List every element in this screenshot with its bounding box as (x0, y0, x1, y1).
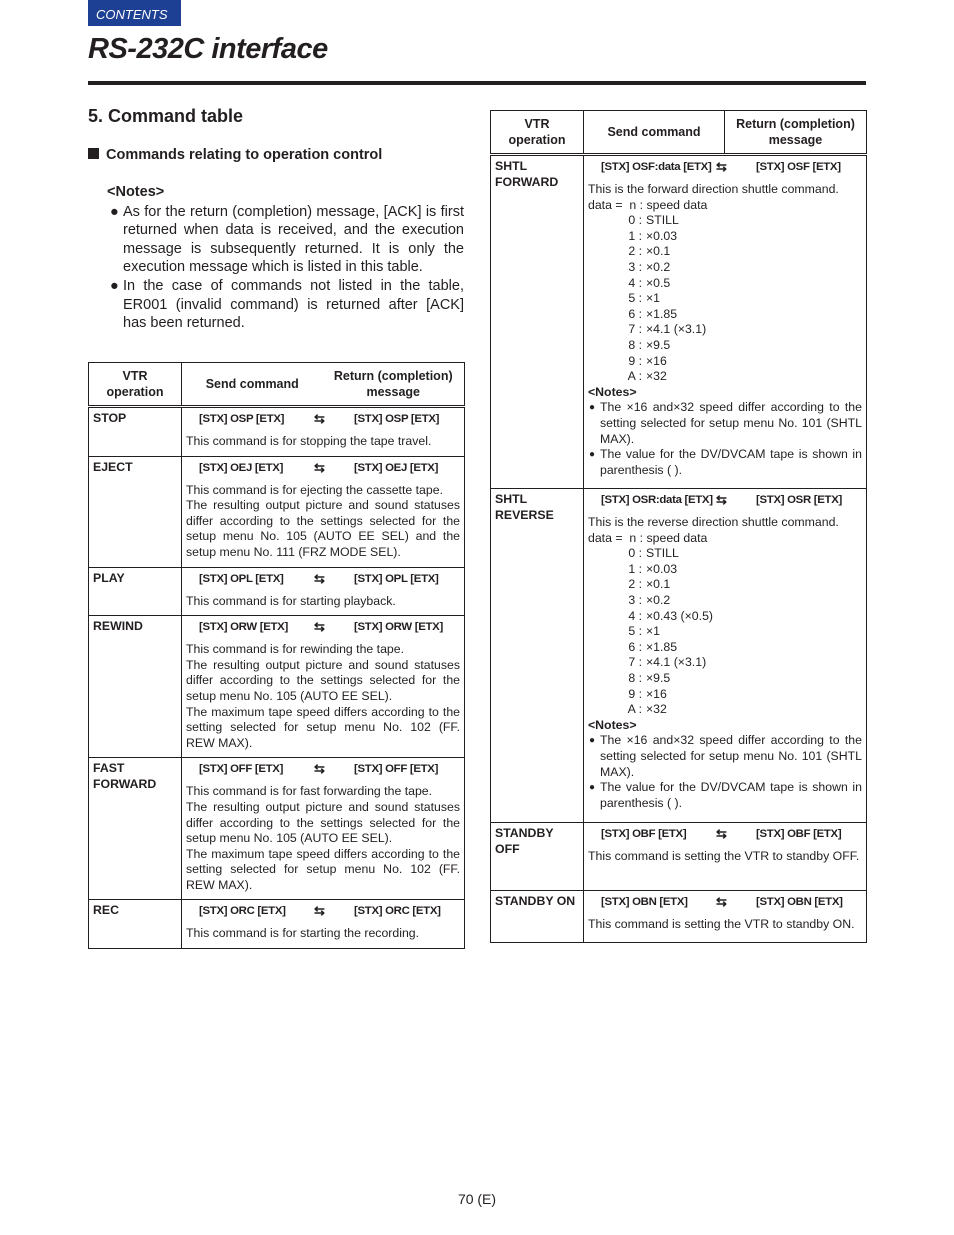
col-header-operation: VTR operation (89, 363, 182, 407)
command-cell (584, 489, 867, 823)
exchange-arrow-icon: ⇆ (314, 459, 325, 475)
command-line (588, 825, 862, 849)
speed-key: 1 : (628, 228, 642, 243)
exchange-arrow-icon: ⇆ (314, 761, 325, 777)
exchange-arrow-icon: ⇆ (716, 894, 727, 909)
speed-row (588, 322, 862, 338)
speed-value: ×4.1 (×3.1) (646, 655, 707, 670)
send-command: [STX] ORW [ETX] (199, 621, 288, 634)
bullet-icon: ● (110, 277, 119, 294)
command-description (588, 849, 862, 865)
speed-row (588, 671, 862, 687)
return-message: [STX] ORW [ETX] (354, 621, 443, 634)
speed-value: ×1.85 (646, 639, 678, 654)
command-cell (182, 900, 465, 949)
speed-row (588, 338, 862, 354)
operation-cell: FAST FORWARD (89, 758, 182, 900)
command-table-right (490, 110, 867, 943)
note-text: The ×16 and×32 speed differ according to the setting selected for setup menu No. 101 (SHTL MAX). (600, 400, 862, 446)
data-definition (588, 198, 862, 214)
note-item (588, 447, 862, 478)
note-text: The ×16 and×32 speed differ according to the setting selected for setup menu No. 101 (SHTL MAX). (600, 733, 862, 779)
notes-title: <Notes> (588, 717, 637, 732)
title-divider (88, 81, 866, 85)
table-row (89, 758, 465, 900)
exchange-arrow-icon: ⇆ (314, 619, 325, 635)
note-item (588, 400, 862, 447)
note-item (588, 733, 862, 780)
speed-key: 2 : (628, 577, 642, 592)
speed-key: 6 : (628, 639, 642, 654)
speed-value: ×4.1 (×3.1) (646, 322, 707, 337)
return-message: [STX] ORC [ETX] (354, 905, 441, 918)
speed-value: ×0.03 (646, 561, 678, 576)
speed-value: ×1 (646, 624, 661, 639)
speed-row (588, 577, 862, 593)
speed-value: ×16 (646, 353, 667, 368)
bullet-icon: ● (589, 449, 596, 461)
speed-value: ×9.5 (646, 670, 671, 685)
command-table-left (88, 362, 465, 949)
speed-value: ×0.2 (646, 259, 671, 274)
send-command: [STX] OFF [ETX] (199, 763, 284, 776)
speed-key: 0 : (628, 213, 642, 228)
table-row (89, 456, 465, 567)
speed-value: ×1.85 (646, 306, 678, 321)
send-command: [STX] OSR:data [ETX] (601, 494, 713, 506)
square-bullet-icon (88, 148, 99, 159)
speed-key: 5 : (628, 624, 642, 639)
section-heading: 5. Command table (88, 106, 244, 126)
table-row (491, 155, 867, 489)
speed-key: 9 : (628, 353, 642, 368)
description-text: This command is setting the VTR to standby ON. (588, 917, 855, 931)
return-message: [STX] OFF [ETX] (354, 763, 439, 776)
command-description (186, 926, 460, 942)
speed-value: ×32 (646, 369, 667, 384)
command-description (588, 515, 862, 811)
operation-cell: STOP (89, 407, 182, 457)
speed-list (588, 213, 862, 385)
speed-value: ×0.1 (646, 577, 671, 592)
speed-row (588, 687, 862, 703)
return-message: [STX] OBN [ETX] (756, 896, 843, 908)
speed-value: ×32 (646, 702, 667, 717)
command-description (186, 434, 460, 450)
operation-cell: REWIND (89, 616, 182, 758)
speed-key: 7 : (628, 322, 642, 337)
speed-row (588, 546, 862, 562)
description-text: This command is for starting the recording. (186, 926, 420, 941)
speed-row (588, 609, 862, 625)
description-text: The resulting output picture and sound statuses differ according to the settings selected for the setup menu No. 105 (AUTO EE SEL) and the setup menu No. 111 (FRZ MODE SEL). (186, 498, 460, 559)
speed-row (588, 291, 862, 307)
description-text: This is the reverse direction shuttle command. (588, 515, 839, 529)
note-text: As for the return (completion) message, [ACK] is first returned when data is received, and the execution message is subsequently returned. It is only the execution message which is listed in this table. (123, 203, 464, 276)
description-text: This command is for rewinding the tape. (186, 642, 405, 657)
table-row (491, 823, 867, 891)
col-header-send: Send command (584, 111, 725, 155)
description-text: This command is for stopping the tape travel. (186, 434, 432, 448)
description-text: The resulting output picture and sound statuses differ according to the settings selected for the setup menu No. 105 (AUTO EE SEL). (186, 657, 460, 703)
description-text: This is the forward direction shuttle command. (588, 182, 839, 196)
exchange-arrow-icon: ⇆ (716, 826, 727, 841)
command-line (186, 570, 460, 594)
operation-cell: REC (89, 900, 182, 949)
table-row (89, 407, 465, 457)
command-line (186, 902, 460, 926)
speed-value: ×0.1 (646, 244, 671, 259)
send-command: [STX] OBN [ETX] (601, 896, 688, 908)
table-row (89, 616, 465, 758)
note-item (588, 780, 862, 811)
speed-row (588, 260, 862, 276)
send-command: [STX] OPL [ETX] (199, 572, 284, 585)
speed-key: 9 : (628, 686, 642, 701)
table-row (491, 489, 867, 823)
operation-cell: SHTL FORWARD (491, 155, 584, 489)
speed-value: ×9.5 (646, 337, 671, 352)
send-command: [STX] ORC [ETX] (199, 905, 286, 918)
table-row (491, 891, 867, 943)
data-label: data = (588, 530, 623, 545)
notes-title: <Notes> (588, 384, 637, 399)
speed-key: 5 : (628, 291, 642, 306)
speed-row (588, 593, 862, 609)
speed-key: 1 : (628, 561, 642, 576)
send-command: [STX] OSP [ETX] (199, 413, 285, 425)
speed-list (588, 546, 862, 718)
send-command: [STX] OEJ [ETX] (199, 461, 284, 474)
operation-cell: STANDBY ON (491, 891, 584, 943)
command-cell (182, 567, 465, 616)
command-line (588, 893, 862, 917)
exchange-arrow-icon: ⇆ (314, 570, 325, 586)
speed-key: 3 : (628, 259, 642, 274)
exchange-arrow-icon: ⇆ (314, 903, 325, 919)
command-description (186, 642, 460, 751)
note-item (107, 277, 464, 333)
note-text: The value for the DV/DVCAM tape is shown in parenthesis ( ). (600, 780, 862, 810)
send-command: [STX] OBF [ETX] (601, 828, 687, 840)
data-def: n : speed data (629, 197, 708, 212)
description-text: This command is for starting playback. (186, 593, 396, 608)
command-cell (182, 616, 465, 758)
exchange-arrow-icon: ⇆ (716, 492, 727, 507)
sub-heading-text: Commands relating to operation control (106, 147, 383, 163)
command-cell (584, 155, 867, 489)
col-header-send: Send command (182, 363, 323, 407)
command-cell (584, 823, 867, 891)
command-line (186, 410, 460, 434)
description-text: The maximum tape speed differs according to the setting selected for setup menu No. 102 (FF. REW MAX). (186, 704, 460, 750)
speed-key: 7 : (628, 655, 642, 670)
speed-key: 4 : (628, 608, 642, 623)
speed-value: ×0.2 (646, 592, 671, 607)
speed-value: ×0.03 (646, 228, 678, 243)
speed-key: 2 : (628, 244, 642, 259)
speed-row (588, 229, 862, 245)
speed-key: 3 : (628, 592, 642, 607)
return-message: [STX] OBF [ETX] (756, 828, 842, 840)
speed-row (588, 307, 862, 323)
speed-value: STILL (646, 546, 679, 561)
speed-value: STILL (646, 213, 679, 228)
return-message: [STX] OSR [ETX] (756, 494, 842, 506)
speed-row (588, 244, 862, 260)
note-item (107, 203, 464, 277)
speed-row (588, 369, 862, 385)
speed-key: 8 : (628, 670, 642, 685)
col-header-return: Return (completion) message (725, 111, 867, 155)
speed-key: A : (627, 369, 642, 384)
col-header-operation: VTR operation (491, 111, 584, 155)
speed-value: ×16 (646, 686, 667, 701)
speed-row (588, 640, 862, 656)
speed-key: A : (627, 702, 642, 717)
command-cell (182, 407, 465, 457)
command-line (186, 459, 460, 483)
operation-cell: STANDBY OFF (491, 823, 584, 891)
command-line (588, 491, 862, 515)
notes-title: <Notes> (107, 184, 165, 200)
send-command: [STX] OSF:data [ETX] (601, 161, 712, 173)
operation-cell: SHTL REVERSE (491, 489, 584, 823)
command-line (186, 760, 460, 784)
description-text: This command is for ejecting the cassette tape. (186, 482, 443, 497)
data-def: n : speed data (629, 530, 708, 545)
speed-value: ×0.43 (×0.5) (646, 608, 713, 623)
description-text: The resulting output picture and sound statuses differ according to the settings selected for the setup menu No. 105 (AUTO EE SEL). (186, 799, 460, 846)
speed-value: ×1 (646, 291, 661, 306)
exchange-arrow-icon: ⇆ (314, 411, 325, 426)
table-row (89, 900, 465, 949)
description-text: This command is for fast forwarding the tape. (186, 784, 433, 799)
speed-value: ×0.5 (646, 275, 671, 290)
command-description (186, 594, 460, 610)
speed-key: 8 : (628, 337, 642, 352)
bullet-icon: ● (110, 203, 119, 220)
exchange-arrow-icon: ⇆ (716, 159, 727, 174)
return-message: [STX] OSF [ETX] (756, 161, 841, 173)
operation-cell: PLAY (89, 567, 182, 616)
data-label: data = (588, 197, 623, 212)
description-text: The maximum tape speed differs according to the setting selected for setup menu No. 102 (FF. REW MAX). (186, 846, 460, 892)
table-row (89, 567, 465, 616)
bullet-icon: ● (589, 735, 596, 747)
note-text: The value for the DV/DVCAM tape is shown in parenthesis ( ). (600, 447, 862, 477)
speed-row (588, 702, 862, 718)
return-message: [STX] OSP [ETX] (354, 413, 440, 425)
contents-link[interactable]: CONTENTS (88, 0, 181, 26)
command-description (186, 483, 460, 561)
bullet-icon: ● (589, 782, 596, 794)
speed-row (588, 624, 862, 640)
return-message: [STX] OEJ [ETX] (354, 461, 439, 474)
speed-row (588, 213, 862, 229)
speed-row (588, 354, 862, 370)
description-text: This command is setting the VTR to standby OFF. (588, 849, 860, 863)
data-definition (588, 531, 862, 547)
sub-heading (88, 147, 382, 163)
return-message: [STX] OPL [ETX] (354, 572, 439, 585)
command-cell (182, 456, 465, 567)
speed-row (588, 655, 862, 671)
command-cell (584, 891, 867, 943)
command-description (588, 917, 862, 933)
page-number: 70 (E) (457, 1191, 497, 1207)
command-description (186, 784, 460, 893)
notes-block (107, 183, 464, 333)
note-text: In the case of commands not listed in the table, ER001 (invalid command) is returned after [ACK] has been returned. (123, 277, 464, 332)
command-line (186, 618, 460, 642)
speed-key: 4 : (628, 275, 642, 290)
command-description (588, 182, 862, 478)
command-line (588, 158, 862, 182)
col-header-return: Return (completion) message (323, 363, 465, 407)
speed-row (588, 276, 862, 292)
speed-key: 6 : (628, 306, 642, 321)
operation-cell: EJECT (89, 456, 182, 567)
speed-row (588, 562, 862, 578)
command-cell (182, 758, 465, 900)
bullet-icon: ● (589, 402, 596, 414)
speed-key: 0 : (628, 546, 642, 561)
page-title: RS-232C interface (88, 33, 328, 65)
